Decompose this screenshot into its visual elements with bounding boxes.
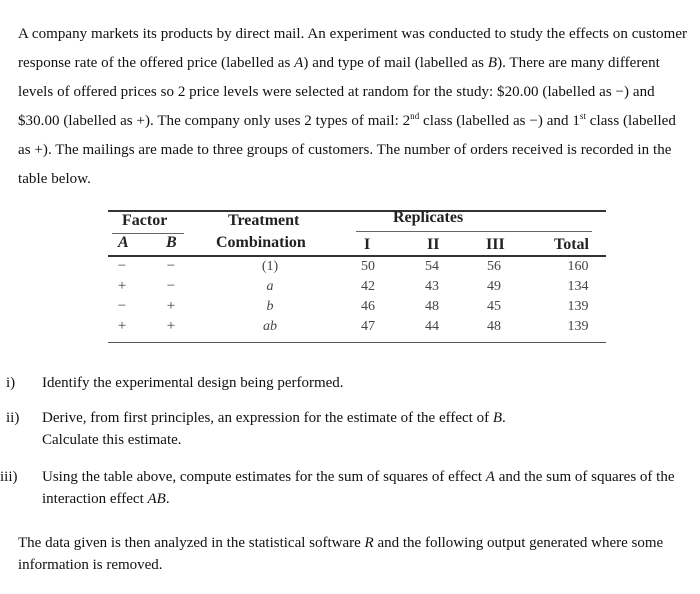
row2-r1: 42 bbox=[361, 279, 375, 294]
intro-text-4: class (labelled as −) and 1 bbox=[419, 113, 580, 129]
question-3-text-part-2: and the sum of squares of the interaction effect bbox=[42, 469, 675, 507]
factor-b-symbol: B bbox=[487, 55, 498, 71]
question-3-text-part-3: . bbox=[165, 491, 170, 507]
row2-combo: a bbox=[266, 279, 274, 294]
outro-text-2: and the following output generated where some information is removed. bbox=[18, 535, 664, 573]
question-3-a-symbol: A bbox=[485, 469, 495, 485]
question-2-text-part-3: Calculate this estimate. bbox=[42, 432, 182, 448]
row3-total: 139 bbox=[567, 299, 589, 314]
row3-r1: 46 bbox=[361, 299, 375, 314]
question-3-text-part-1: Using the table above, compute estimates for the sum of squares of effect bbox=[42, 469, 486, 485]
col-b-header: B bbox=[166, 234, 177, 251]
outro-paragraph bbox=[18, 532, 690, 576]
row2-b: − bbox=[166, 278, 176, 294]
table-header-rule bbox=[108, 255, 606, 257]
rep-col-3: III bbox=[486, 236, 505, 253]
row1-combo: (1) bbox=[261, 259, 279, 274]
factor-header: Factor bbox=[122, 212, 168, 229]
row3-combo: b bbox=[266, 299, 274, 314]
col-a-header: A bbox=[118, 234, 129, 251]
question-3-number: iii) bbox=[0, 469, 18, 485]
total-header: Total bbox=[554, 236, 589, 253]
row4-r1: 47 bbox=[361, 319, 375, 334]
superscript-st: st bbox=[579, 111, 586, 121]
superscript-nd: nd bbox=[410, 111, 420, 121]
question-2-text-part-2: . bbox=[502, 410, 506, 426]
row2-r2: 43 bbox=[425, 279, 439, 294]
row1-total: 160 bbox=[567, 259, 589, 274]
row3-r3: 45 bbox=[487, 299, 501, 314]
row1-r3: 56 bbox=[487, 259, 501, 274]
factor-a-symbol: A bbox=[294, 55, 304, 71]
row4-a: + bbox=[117, 318, 127, 334]
row4-total: 139 bbox=[567, 319, 589, 334]
question-2-text-part-1: Derive, from first principles, an expression for the estimate of the effect of bbox=[42, 410, 493, 426]
intro-paragraph bbox=[18, 20, 690, 194]
intro-text-1: A company markets its products by direct mail. An experiment was conducted to study the effects on customer response rate of the offered price (labelled as bbox=[18, 26, 688, 71]
row2-r3: 49 bbox=[487, 279, 501, 294]
row2-a: + bbox=[117, 278, 127, 294]
row2-total: 134 bbox=[567, 279, 589, 294]
question-2-text bbox=[42, 407, 682, 451]
question-3-text bbox=[42, 466, 682, 510]
row1-a: − bbox=[117, 258, 127, 274]
question-1-number: i) bbox=[6, 375, 16, 391]
factor-underline bbox=[112, 233, 184, 234]
question-2-b-symbol: B bbox=[492, 410, 502, 426]
row3-r2: 48 bbox=[425, 299, 439, 314]
intro-text-5: class (labelled as +). The mailings are made to three groups of customers. The number of orders received is recorded in the table below. bbox=[18, 113, 676, 187]
row1-b: − bbox=[166, 258, 176, 274]
rep-col-1: I bbox=[364, 236, 371, 253]
question-1-text: Identify the experimental design being performed. bbox=[42, 375, 344, 391]
row4-combo: ab bbox=[263, 319, 277, 334]
software-r-symbol: R bbox=[364, 535, 374, 551]
row3-a: − bbox=[117, 298, 127, 314]
table-top-rule bbox=[108, 210, 606, 212]
row1-r1: 50 bbox=[361, 259, 375, 274]
question-3-ab-symbol: AB bbox=[147, 491, 166, 507]
replicates-underline bbox=[356, 231, 592, 232]
table-bottom-rule bbox=[108, 342, 606, 343]
row4-r2: 44 bbox=[425, 319, 439, 334]
intro-text-2: ) and type of mail (labelled as bbox=[303, 55, 488, 71]
rep-col-2: II bbox=[427, 236, 440, 253]
treatment-header-2: Combination bbox=[216, 234, 306, 251]
treatment-header-1: Treatment bbox=[228, 212, 300, 229]
row4-b: + bbox=[166, 318, 176, 334]
replicates-header: Replicates bbox=[393, 209, 464, 226]
question-2-number: ii) bbox=[6, 410, 20, 426]
intro-text-3: ). There are many different levels of offered prices so 2 price levels were selected at random for the study: $20.00 (labelled as −) and $30.00 (labelled as +). The company only uses 2 types of mail: 2 bbox=[18, 55, 660, 129]
row3-b: + bbox=[166, 298, 176, 314]
row1-r2: 54 bbox=[425, 259, 439, 274]
outro-text-1: The data given is then analyzed in the statistical software bbox=[18, 535, 365, 551]
row4-r3: 48 bbox=[487, 319, 501, 334]
orders-table bbox=[108, 202, 606, 346]
